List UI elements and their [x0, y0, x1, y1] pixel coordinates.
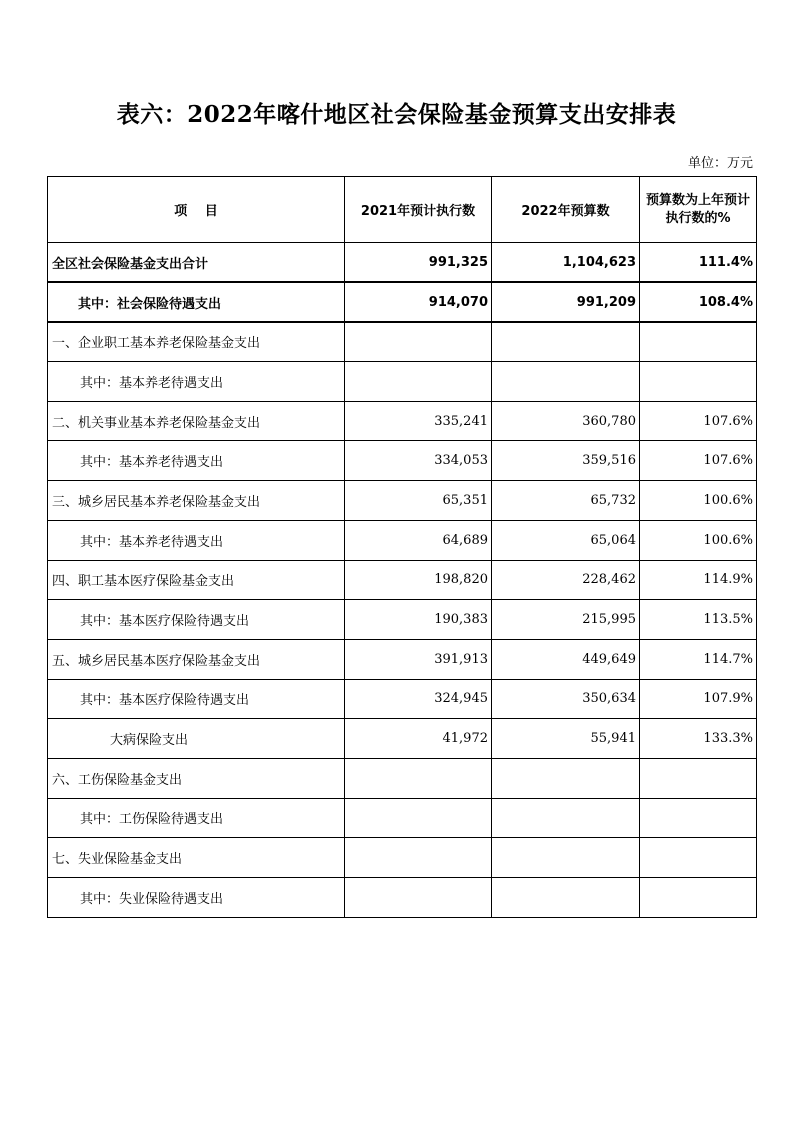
row-value-2021: 914,070: [345, 282, 492, 322]
row-label: 其中：失业保险待遇支出: [48, 878, 345, 918]
table-row: [48, 401, 757, 441]
row-label: 全区社会保险基金支出合计: [48, 243, 345, 283]
unit-label: 单位：万元: [687, 156, 753, 171]
row-label: 其中：工伤保险待遇支出: [48, 798, 345, 838]
row-value-2021: 64,689: [345, 520, 492, 560]
row-ratio: 100.6%: [640, 481, 757, 521]
table-row: [48, 441, 757, 481]
row-value-2021: 391,913: [345, 639, 492, 679]
row-ratio: [640, 322, 757, 362]
row-value-2022: [492, 878, 640, 918]
row-label: 大病保险支出: [48, 719, 345, 759]
row-value-2022: 65,732: [492, 481, 640, 521]
row-label: 五、城乡居民基本医疗保险基金支出: [48, 639, 345, 679]
row-ratio: 111.4%: [640, 243, 757, 283]
row-label: 其中：基本养老待遇支出: [48, 520, 345, 560]
table-row: [48, 639, 757, 679]
row-value-2022: 350,634: [492, 679, 640, 719]
row-ratio: [640, 838, 757, 878]
row-value-2021: 41,972: [345, 719, 492, 759]
row-label: 一、企业职工基本养老保险基金支出: [48, 322, 345, 362]
header-2021: 2021年预计执行数: [345, 177, 492, 243]
row-value-2021: [345, 798, 492, 838]
table-row: [48, 560, 757, 600]
row-ratio: 133.3%: [640, 719, 757, 759]
row-label: 其中：社会保险待遇支出: [48, 282, 345, 322]
table-row: [48, 362, 757, 402]
row-value-2021: 334,053: [345, 441, 492, 481]
row-value-2022: [492, 838, 640, 878]
table-row: [48, 679, 757, 719]
row-value-2021: 65,351: [345, 481, 492, 521]
row-value-2021: 335,241: [345, 401, 492, 441]
row-value-2022: 65,064: [492, 520, 640, 560]
row-label: 七、失业保险基金支出: [48, 838, 345, 878]
row-value-2021: 190,383: [345, 600, 492, 640]
row-ratio: [640, 362, 757, 402]
row-value-2021: 991,325: [345, 243, 492, 283]
row-ratio: 100.6%: [640, 520, 757, 560]
row-value-2022: [492, 758, 640, 798]
table-row: [48, 878, 757, 918]
table-row: [48, 798, 757, 838]
table-row: [48, 520, 757, 560]
row-value-2022: 215,995: [492, 600, 640, 640]
row-label: 六、工伤保险基金支出: [48, 758, 345, 798]
row-value-2021: [345, 838, 492, 878]
row-value-2021: [345, 322, 492, 362]
row-label: 其中：基本医疗保险待遇支出: [48, 679, 345, 719]
row-label: 其中：基本养老待遇支出: [48, 362, 345, 402]
row-value-2021: 324,945: [345, 679, 492, 719]
header-item: 项 目: [48, 177, 345, 243]
row-value-2022: 228,462: [492, 560, 640, 600]
row-label: 四、职工基本医疗保险基金支出: [48, 560, 345, 600]
table-header-row: [48, 177, 757, 243]
row-ratio: 114.9%: [640, 560, 757, 600]
row-value-2022: 360,780: [492, 401, 640, 441]
row-value-2022: [492, 362, 640, 402]
row-value-2022: [492, 322, 640, 362]
row-ratio: 113.5%: [640, 600, 757, 640]
row-value-2022: 449,649: [492, 639, 640, 679]
table-row: [48, 600, 757, 640]
row-label: 二、机关事业基本养老保险基金支出: [48, 401, 345, 441]
table-row-total-benefits: [48, 282, 757, 322]
row-value-2021: [345, 878, 492, 918]
row-value-2021: 198,820: [345, 560, 492, 600]
row-ratio: 108.4%: [640, 282, 757, 322]
row-label: 其中：基本医疗保险待遇支出: [48, 600, 345, 640]
row-value-2022: 991,209: [492, 282, 640, 322]
row-value-2021: [345, 758, 492, 798]
table-row: [48, 758, 757, 798]
row-value-2021: [345, 362, 492, 402]
table-row: [48, 719, 757, 759]
row-value-2022: 55,941: [492, 719, 640, 759]
table-row: [48, 481, 757, 521]
header-ratio: 预算数为上年预计执行数的%: [640, 177, 757, 243]
row-value-2022: [492, 798, 640, 838]
page-title: 表六：2022年喀什地区社会保险基金预算支出安排表: [116, 101, 677, 128]
row-ratio: 107.6%: [640, 401, 757, 441]
row-ratio: 107.6%: [640, 441, 757, 481]
budget-table: [47, 176, 757, 918]
row-ratio: 107.9%: [640, 679, 757, 719]
row-ratio: [640, 878, 757, 918]
table-row-total: [48, 243, 757, 283]
row-ratio: [640, 758, 757, 798]
row-label: 其中：基本养老待遇支出: [48, 441, 345, 481]
table-row: [48, 838, 757, 878]
row-ratio: 114.7%: [640, 639, 757, 679]
row-value-2022: 359,516: [492, 441, 640, 481]
row-value-2022: 1,104,623: [492, 243, 640, 283]
table-row: [48, 322, 757, 362]
header-2022: 2022年预算数: [492, 177, 640, 243]
row-ratio: [640, 798, 757, 838]
row-label: 三、城乡居民基本养老保险基金支出: [48, 481, 345, 521]
